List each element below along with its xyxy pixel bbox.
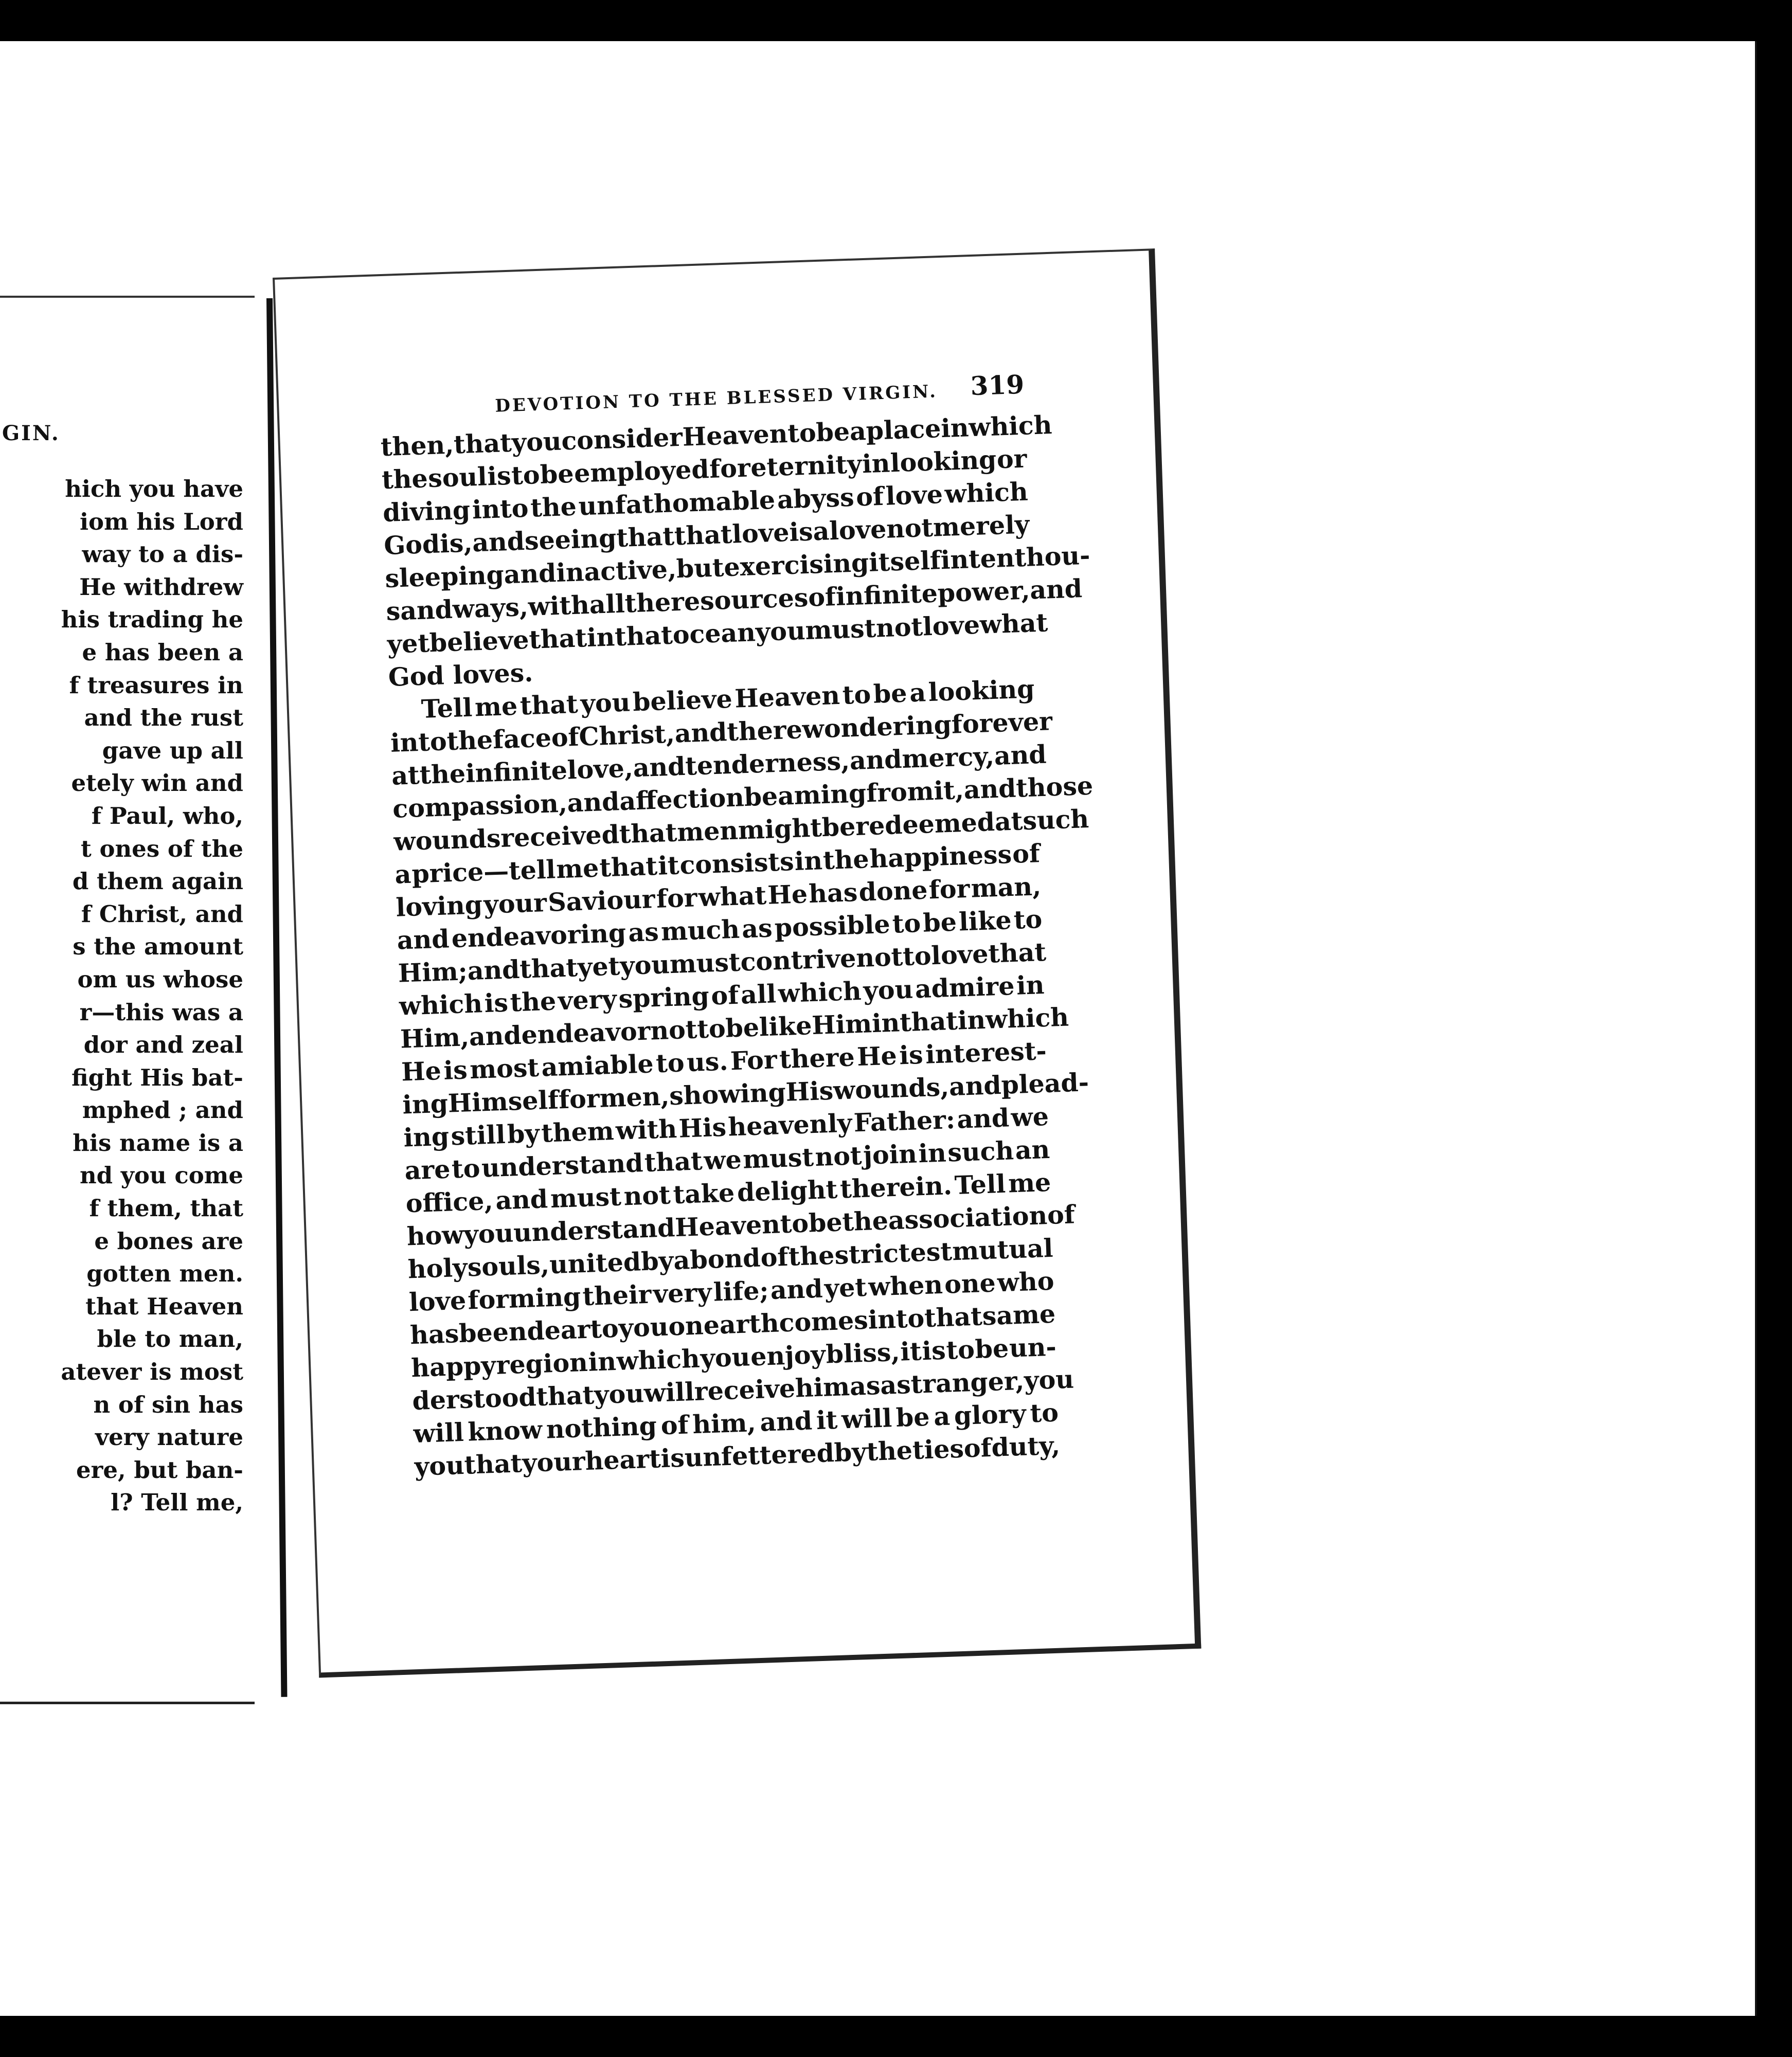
left-text-line: n of sin has [93, 1391, 243, 1418]
text-line: diving into the unfathomable abyss of love which [382, 476, 1029, 528]
left-text-line: hich you have [65, 475, 243, 502]
left-page [0, 296, 255, 1704]
text-line: God is, and seeing that that love is a love not merely [383, 509, 1030, 561]
text-line: Him; and that yet you must contrive not to love that [398, 936, 1047, 988]
text-line: how you understand Heaven to be the association of [406, 1199, 1076, 1252]
right-page-wrapper [273, 248, 1213, 1670]
text-line: God loves. [387, 657, 534, 692]
right-page [273, 248, 1201, 1677]
text-line: then, that you consider Heaven to be a place in which [380, 409, 1053, 462]
text-line: into the face of Christ, and there wondering forever [390, 706, 1053, 758]
text-line: Him, and endeavor not to be like Him in that in which [400, 1002, 1069, 1054]
text-line: sand ways, with all the resources of infinite power, and [385, 573, 1083, 627]
left-text-line: and the rust [84, 704, 243, 732]
body-text [380, 409, 1094, 1483]
text-line: the soul is to be employed for eternity in looking or [381, 443, 1028, 495]
text-line: sleeping and inactive, but exercising itself in ten thou- [384, 540, 1091, 594]
left-page-text [0, 473, 243, 1519]
text-line: office, and must not take delight therein. Tell me [405, 1167, 1052, 1219]
left-text-line: ere, but ban- [76, 1456, 243, 1484]
text-line: wounds received that men might be redeemed at such [393, 803, 1089, 857]
left-text-line: s the amount [73, 933, 243, 961]
left-text-line: his trading he [61, 606, 243, 634]
text-line: holy souls, united by a bond of the strictest mutual [407, 1233, 1054, 1285]
left-text-line: t ones of the [81, 835, 243, 862]
text-line: ing still by them with His heavenly Father: and we [403, 1101, 1049, 1153]
text-line: love forming their very life; and yet when one who [408, 1266, 1055, 1318]
text-line: loving your Saviour for what He has done for man, [395, 871, 1042, 923]
page-number: 319 [970, 369, 1025, 402]
left-text-line: atever is most [61, 1358, 243, 1386]
left-text-line: fight His bat- [71, 1063, 243, 1091]
text-line: will know nothing of him, and it will be a glory to [413, 1397, 1059, 1449]
text-line: happy region in which you enjoy bliss, it is to be un- [410, 1331, 1057, 1383]
left-text-line: mphed ; and [82, 1096, 243, 1124]
left-text-line: e bones are [94, 1227, 243, 1255]
left-running-head: GIN. [2, 421, 60, 445]
text-line: a price—tell me that it consists in the happiness of [394, 838, 1041, 890]
left-text-line: f them, that [89, 1195, 243, 1222]
left-text-line: that Heaven [85, 1292, 243, 1320]
left-text-line: f treasures in [69, 671, 243, 699]
text-line: has been dear to you on earth comes into that same [409, 1298, 1056, 1350]
left-text-line: f Christ, and [81, 900, 243, 928]
text-line: Tell me that you believe Heaven to be a looking [421, 674, 1035, 724]
left-text-line: iom his Lord [79, 508, 243, 535]
left-text-line: ble to man, [97, 1325, 243, 1353]
text-line: compassion, and affection beaming from it, and those [392, 770, 1094, 824]
text-line: and endeavoring as much as possible to be like to [396, 904, 1043, 955]
left-text-line: e has been a [82, 638, 243, 666]
text-line: you that your heart is unfettered by the ties of duty, [414, 1430, 1061, 1482]
text-line: yet believe that in that ocean you must not love what [386, 607, 1049, 659]
text-line: ing Himself for men, showing His wounds, and plead- [402, 1067, 1089, 1120]
left-text-line: om us whose [77, 965, 243, 993]
text-line: He is most amiable to us. For there He is interest- [401, 1035, 1047, 1087]
text-line: at the infinite love, and tenderness, and mercy, and [391, 739, 1047, 791]
text-line: derstood that you will receive him as a stranger, you [411, 1364, 1074, 1416]
left-text-line: l? Tell me, [111, 1489, 243, 1517]
left-text-line: nd you come [79, 1162, 243, 1189]
left-text-line: dor and zeal [83, 1031, 243, 1059]
left-text-line: his name is a [73, 1129, 243, 1157]
running-head: DEVOTION TO THE BLESSED VIRGIN. [494, 381, 938, 417]
left-text-line: f Paul, who, [91, 802, 243, 829]
left-text-line: gotten men. [86, 1260, 243, 1288]
text-line: which is the very spring of all which you admire in [399, 970, 1045, 1021]
left-text-line: d them again [72, 868, 243, 895]
left-text-line: r—this was a [79, 998, 243, 1026]
left-text-line: gave up all [102, 736, 243, 764]
left-text-line: very nature [95, 1423, 243, 1451]
text-line: are to understand that we must not join in such an [404, 1134, 1050, 1186]
left-text-line: etely win and [71, 769, 243, 797]
left-text-line: He withdrew [79, 573, 243, 601]
left-text-line: way to a dis- [82, 540, 243, 568]
